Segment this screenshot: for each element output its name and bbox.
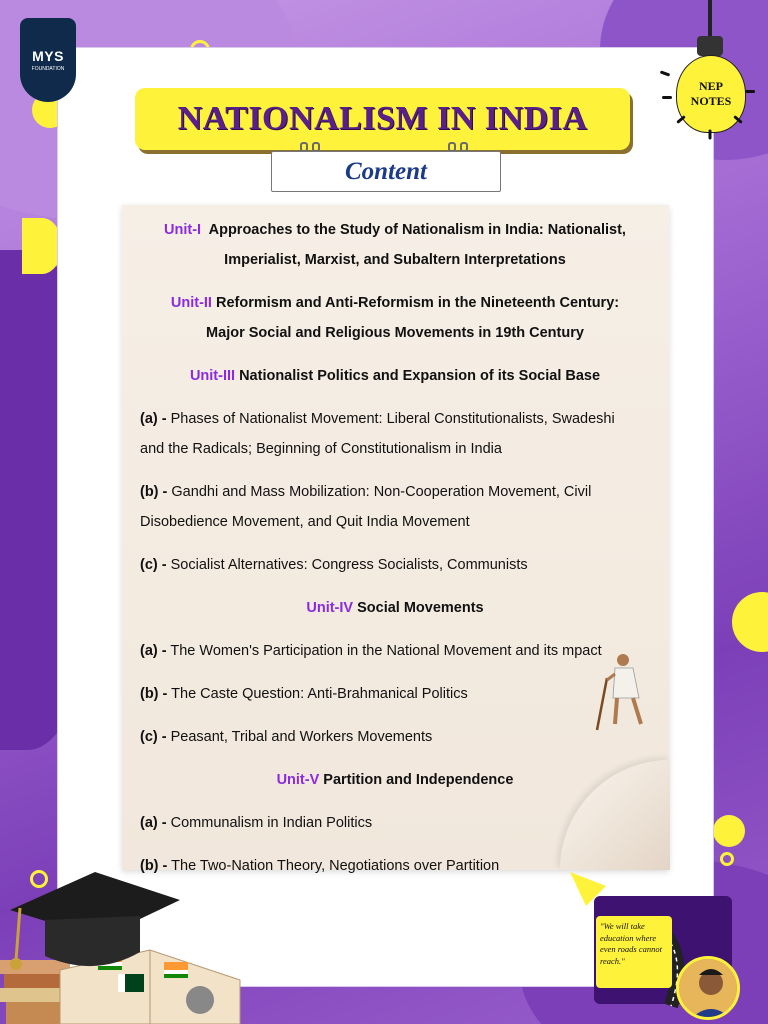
item-text: Peasant, Tribal and Workers Movements — [170, 729, 433, 745]
promo-quote: "We will take education where even roads cannot reach." — [596, 916, 672, 988]
title-banner — [135, 88, 630, 150]
item-key: (a) - — [140, 411, 167, 427]
logo-subtext: FOUNDATION — [31, 66, 65, 72]
gandhi-illustration — [593, 650, 657, 732]
decor-dot — [22, 218, 62, 274]
unit-title: Social Movements — [357, 600, 484, 616]
unit-title: Major Social and Religious Movements in 19th Century — [206, 325, 584, 341]
presenter-avatar — [676, 956, 740, 1020]
unit-tag: Unit-V — [276, 772, 320, 788]
unit-title: Partition and Independence — [323, 772, 514, 788]
unit-title: Reformism and Anti-Reformism in the Nineteenth Century: — [216, 295, 620, 311]
unit-tag: Unit-II — [170, 295, 212, 311]
list-item — [140, 404, 650, 464]
unit-heading — [140, 361, 650, 391]
item-text: The Two-Nation Theory, Negotiations over Partition — [171, 858, 500, 874]
item-key: (a) - — [140, 643, 167, 659]
syllabus-content — [140, 215, 650, 881]
bulb-ray — [745, 90, 755, 93]
unit-tag: Unit-III — [189, 368, 236, 384]
list-item — [140, 679, 650, 709]
list-item — [140, 636, 650, 666]
item-key: (b) - — [140, 484, 168, 500]
unit-title: Approaches to the Study of Nationalism in India: Nationalist, — [208, 222, 626, 238]
item-text: The Women's Participation in the National Movement and its mpact — [170, 643, 602, 659]
unit-heading — [140, 288, 650, 348]
item-key: (a) - — [140, 815, 167, 831]
logo-text: MYS — [32, 48, 64, 64]
bulb-ray — [709, 130, 712, 140]
unit-heading — [140, 215, 650, 275]
list-item — [140, 808, 650, 838]
content-heading: Content — [345, 157, 427, 185]
decor-dot — [713, 815, 745, 847]
unit-title: Imperialist, Marxist, and Subaltern Interpretations — [224, 252, 566, 268]
item-key: (c) - — [140, 557, 167, 573]
item-key: (b) - — [140, 686, 168, 702]
unit-heading — [140, 765, 650, 795]
content-heading-box — [271, 151, 501, 192]
unit-tag: Unit-I — [164, 222, 202, 238]
decor-ring — [720, 852, 734, 866]
badge-line2: NOTES — [690, 94, 732, 108]
item-text: Gandhi and Mass Mobilization: Non-Cooperation Movement, Civil — [171, 484, 592, 500]
unit-tag: Unit-IV — [306, 600, 354, 616]
item-text: Phases of Nationalist Movement: Liberal Constitutionalists, Swadeshi — [170, 411, 615, 427]
page-title: NATIONALISM IN INDIA — [177, 100, 588, 137]
graduation-cap-illustration — [0, 860, 190, 1024]
list-item — [140, 477, 650, 537]
item-text: Socialist Alternatives: Congress Socialists, Communists — [170, 557, 528, 573]
item-key: (b) - — [140, 858, 168, 874]
item-text: The Caste Question: Anti-Brahmanical Politics — [171, 686, 468, 702]
list-item — [140, 550, 650, 580]
item-text: and the Radicals; Beginning of Constitutionalism in India — [140, 441, 502, 457]
item-text: Disobedience Movement, and Quit India Movement — [140, 514, 470, 530]
bulb-wire — [708, 0, 712, 40]
item-key: (c) - — [140, 729, 167, 745]
badge-line1: NEP — [699, 79, 723, 93]
logo — [20, 18, 76, 102]
bulb-ray — [662, 96, 672, 99]
list-item — [140, 722, 650, 752]
item-text: Communalism in Indian Politics — [170, 815, 373, 831]
bulb-cap — [697, 36, 723, 56]
nep-notes-badge — [676, 55, 746, 133]
unit-heading — [140, 593, 650, 623]
unit-title: Nationalist Politics and Expansion of its Social Base — [239, 368, 601, 384]
